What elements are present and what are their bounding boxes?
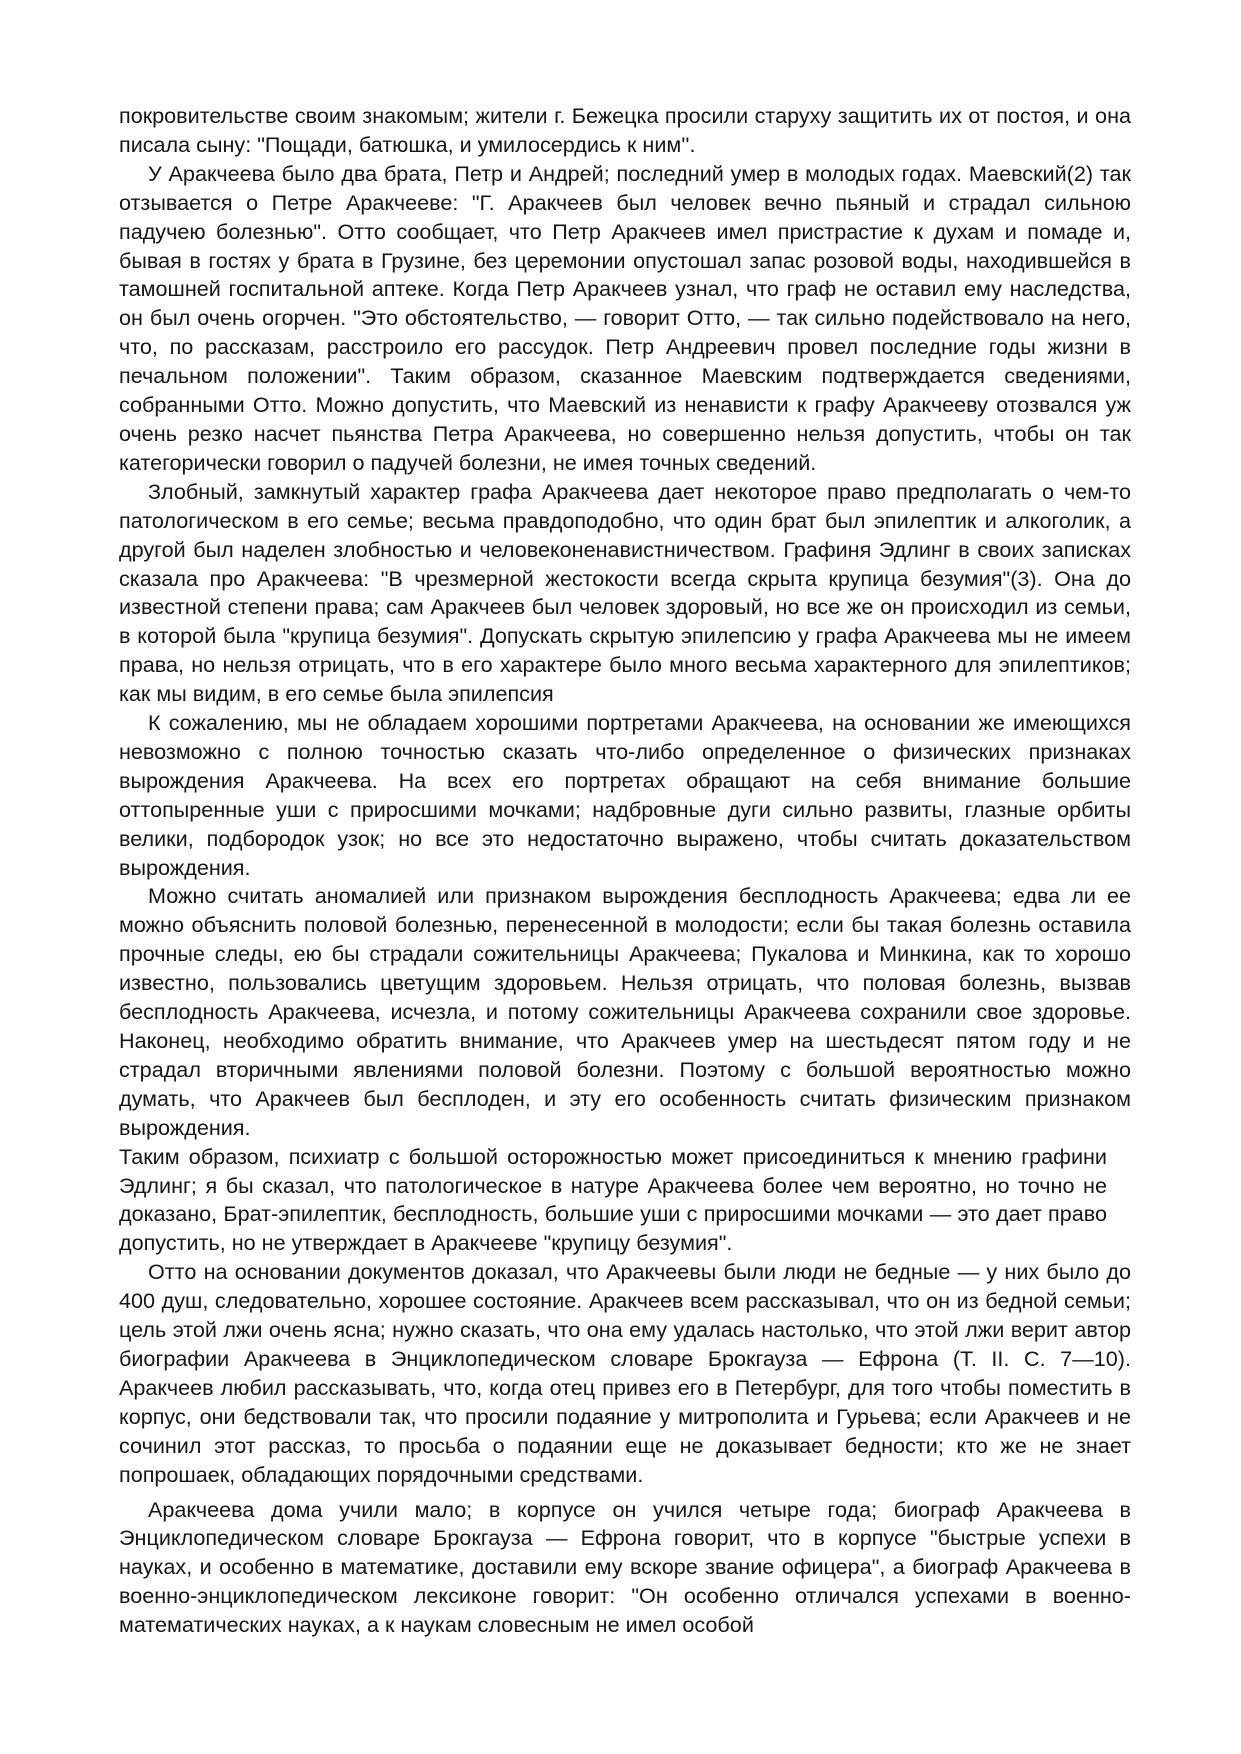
paragraph-conclusion: Таким образом, психиатр с большой осторожностью может присоединиться к мнению графини Эдлинг; я бы сказал, что патологическое в натуре Аракчеева более чем вероятно, но точно не доказано, Брат-эпилептик, бесплодность, большие уши с приросшими мочками — это дает право допустить, но не утверждает в Аракчееве "крупицу безумия".: [119, 1143, 1107, 1256]
paragraph-education: Аракчеева дома учили мало; в корпусе он учился четыре года; биограф Аракчеева в Энциклопедическом словаре Брокгауза — Ефрона говорит, что в корпусе "быстрые успехи в науках, и особенно в математике, доставили ему вскоре звание офицера", а биограф Аракчеева в военно-энциклопедическом лексиконе говорит: "Он особенно отличался успехами в военно-математических науках, а к наукам словесным не имел особой: [119, 1496, 1131, 1638]
paragraph-continuation: покровительстве своим знакомым; жители г. Бежецка просили старуху защитить их от постоя, и она писала сыну: "Пощади, батюшка, и умилосердись к ним''.: [119, 103, 1131, 157]
paragraph-infertility: Можно считать аномалией или признаком вырождения бесплодность Аракчеева; едва ли ее можно объяснить половой болезнью, перенесенной в молодости; если бы такая болезнь оставила прочные следы, ею бы страдали сожительницы Аракчеева; Пукалова и Минкина, как то хорошо известно, пользовались цветущим здоровьем. Нельзя отрицать, что половая болезнь, вызвав бесплодность Аракчеева, исчезла, и потому сожительницы Аракчеева сохранили свое здоровье. Наконец, необходимо обратить внимание, что Аракчеев умер на шестьдесят пятом году и не страдал вторичными явлениями половой болезни. Поэтому с большой вероятностью можно думать, что Аракчеев был бесплоден, и эту его особенность считать физическим признаком вырождения.: [119, 883, 1131, 1140]
document-page: [119, 102, 1131, 1640]
paragraph-wealth: Отто на основании документов доказал, что Аракчеевы были люди не бедные — у них было до 400 душ, следовательно, хорошее состояние. Аракчеев всем рассказывал, что он из бедной семьи; цель этой лжи очень ясна; нужно сказать, что она ему удалась настолько, что этой лжи верит автор биографии Аракчеева в Энциклопедическом словаре Брокгауза — Ефрона (Т. II. С. 7—10). Аракчеев любил рассказывать, что, когда отец привез его в Петербург, для того чтобы поместить в корпус, они бедствовали так, что просили подаяние у митрополита и Гурьева; если Аракчеев и не сочинил этот рассказ, то просьба о подаянии еще не доказывает бедности; кто же не знает попрошаек, обладающих порядочными средствами.: [119, 1259, 1131, 1487]
paragraph-character: Злобный, замкнутый характер графа Аракчеева дает некоторое право предполагать о чем-то патологическом в его семье; весьма правдоподобно, что один брат был эпилептик и алкоголик, а другой был наделен злобностью и человеконенавистничеством. Графиня Эдлинг в своих записках сказала про Аракчеева: "В чрезмерной жестокости всегда скрыта крупица безумия"(3). Она до известной степени права; сам Аракчеев был человек здоровый, но все же он происходил из семьи, в которой была "крупица безумия". Допускать скрытую эпилепсию у графа Аракчеева мы не имеем права, но нельзя отрицать, что в его характере было много весьма характерного для эпилептиков; как мы видим, в его семье была эпилепсия: [119, 478, 1131, 707]
paragraph-portraits: К сожалению, мы не обладаем хорошими портретами Аракчеева, на основании же имеющихся невозможно с полною точностью сказать что-либо определенное о физических признаках вырождения Аракчеева. На всех его портретах обращают на себя внимание большие оттопыренные уши с приросшими мочками; надбровные дуги сильно развиты, глазные орбиты велики, подбородок узок; но все это недостаточно выражено, чтобы считать доказательством вырождения.: [119, 710, 1131, 880]
paragraph-brothers: У Аракчеева было два брата, Петр и Андрей; последний умер в молодых годах. Маевский(2) так отзывается о Петре Аракчееве: "Г. Аракчеев был человек вечно пьяный и страдал сильною падучею болезнью". Отто сообщает, что Петр Аракчеев имел пристрастие к духам и помаде и, бывая в гостях у брата в Грузине, без церемонии опустошал запас розовой воды, находившейся в тамошней госпитальной аптеке. Когда Петр Аракчеев узнал, что граф не оставил ему наследства, он был очень огорчен. "Это обстоятельство, — говорит Отто, — так сильно подействовало на него, что, по рассказам, расстроило его рассудок. Петр Андреевич провел последние годы жизни в печальном положении". Таким образом, сказанное Маевским подтверждается сведениями, собранными Отто. Можно допустить, что Маевский из ненависти к графу Аракчееву отозвался уж очень резко насчет пьянства Петра Аракчеева, но совершенно нельзя допустить, чтобы он так категорически говорил о падучей болезни, не имея точных сведений.: [119, 160, 1131, 475]
